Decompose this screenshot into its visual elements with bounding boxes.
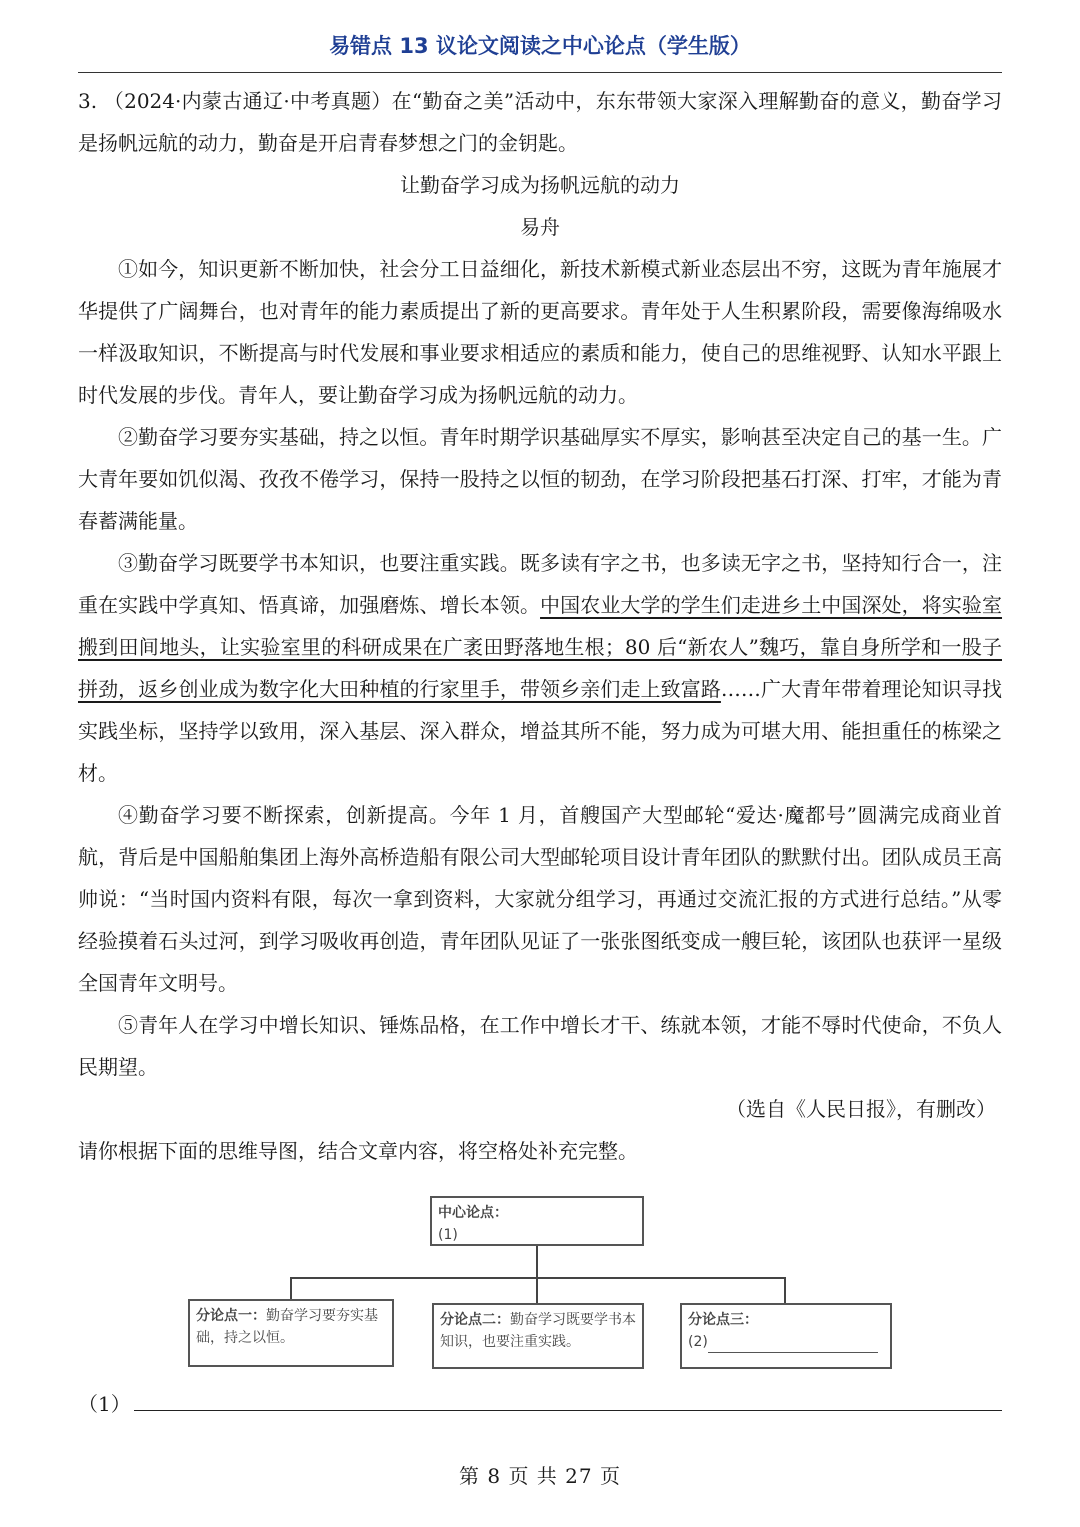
connector-right-down xyxy=(784,1277,786,1303)
answer-1-input-line[interactable] xyxy=(134,1410,1002,1411)
paragraph-3-tail: ……广大青年带着理论知识寻找实践坐标，坚持学以致用，深入基层、深入群众，增益其所不能，努力成为可堪大用、能担重任的栋梁之材。 xyxy=(78,677,1003,785)
sub-argument-1-box xyxy=(188,1299,394,1367)
sub-argument-2-text: 勤奋学习既要学书本知识，也要注重实践。 xyxy=(440,1312,636,1350)
central-argument-blank[interactable]: (1) xyxy=(438,1224,636,1246)
header-divider xyxy=(78,72,1002,73)
question-intro: 3. （2024·内蒙古通辽·中考真题）在“勤奋之美”活动中，东东带领大家深入理解勤奋的意义，勤奋学习是扬帆远航的动力，勤奋是开启青春梦想之门的金钥匙。 xyxy=(78,89,1002,155)
sub-argument-3-label: 分论点三： xyxy=(688,1312,758,1328)
article-source: （选自《人民日报》，有删改） xyxy=(726,1097,996,1121)
sub-argument-1-text: 勤奋学习要夯实基础，持之以恒。 xyxy=(196,1308,378,1346)
task-instruction: 请你根据下面的思维导图，结合文章内容，将空格处补充完整。 xyxy=(78,1139,638,1163)
article-paragraph-2: ②勤奋学习要夯实基础，持之以恒。青年时期学识基础厚实不厚实，影响甚至决定自己的基一生。广大青年要如饥似渴、孜孜不倦学习，保持一股持之以恒的韧劲，在学习阶段把基石打深、打牢，才能为青春蓄满能量。 xyxy=(78,425,1002,533)
sub-argument-3-box xyxy=(680,1303,892,1369)
sub-argument-1-label: 分论点一： xyxy=(196,1308,266,1324)
article-title: 让勤奋学习成为扬帆远航的动力 xyxy=(400,173,680,197)
connector-left-down xyxy=(290,1277,292,1301)
central-argument-box xyxy=(430,1196,644,1246)
article-author: 易舟 xyxy=(520,215,560,239)
underlined-examples: 中国农业大学的学生们走进乡土中国深处，将实验室搬到田间地头，让实验室里的科研成果在广袤田野落地生根；80 后“新农人”魏巧，靠自身所学和一股子拼劲，返乡创业成为数字化大田种植的行家里手，带领乡亲们走上致富路 xyxy=(78,593,1003,701)
article-paragraph-1: ①如今，知识更新不断加快，社会分工日益细化，新技术新模式新业态层出不穷，这既为青年施展才华提供了广阔舞台，也对青年的能力素质提出了新的更高要求。青年处于人生积累阶段，需要像海绵吸水一样汲取知识，不断提高与时代发展和事业要求相适应的素质和能力，使自己的思维视野、认知水平跟上时代发展的步伐。青年人，要让勤奋学习成为扬帆远航的动力。 xyxy=(78,257,1002,407)
answer-1-label: （1） xyxy=(78,1392,131,1416)
connector-center-down xyxy=(536,1244,538,1278)
connector-horizontal xyxy=(290,1277,786,1279)
article-paragraph-5: ⑤青年人在学习中增长知识、锤炼品格，在工作中增长才干、练就本领，才能不辱时代使命，不负人民期望。 xyxy=(78,1013,1002,1079)
page-number: 第 8 页 共 27 页 xyxy=(459,1464,621,1488)
sub-argument-3-blank[interactable]: (2) xyxy=(688,1331,884,1353)
article-paragraph-4: ④勤奋学习要不断探索，创新提高。今年 1 月，首艘国产大型邮轮“爱达·魔都号”圆满完成商业首航，背后是中国船舶集团上海外高桥造船有限公司大型邮轮项目设计青年团队的默默付出。团队成员王高帅说：“当时国内资料有限，每次一拿到资料，大家就分组学习，再通过交流汇报的方式进行总结。”从零经验摸着石头过河，到学习吸收再创造，青年团队见证了一张张图纸变成一艘巨轮，该团队也获评一星级全国青年文明号。 xyxy=(78,803,1002,995)
document-body xyxy=(78,80,1002,1172)
sub-argument-2-box xyxy=(432,1303,644,1369)
paragraph-3-lead: ③勤奋学习既要学书本知识，也要注重实践。既多读有字之书，也多读无字之书，坚持知行合一，注重在实践中学真知、悟真谛，加强磨炼、增长本领。 xyxy=(78,551,1002,617)
connector-middle-down xyxy=(536,1277,538,1303)
central-argument-label: 中心论点： xyxy=(438,1205,508,1221)
sub-argument-2-label: 分论点二： xyxy=(440,1312,510,1328)
page-header-title: 易错点 13 议论文阅读之中心论点（学生版） xyxy=(329,34,751,58)
article-paragraph-3 xyxy=(78,542,1002,794)
answer-row-1 xyxy=(78,1388,1002,1416)
